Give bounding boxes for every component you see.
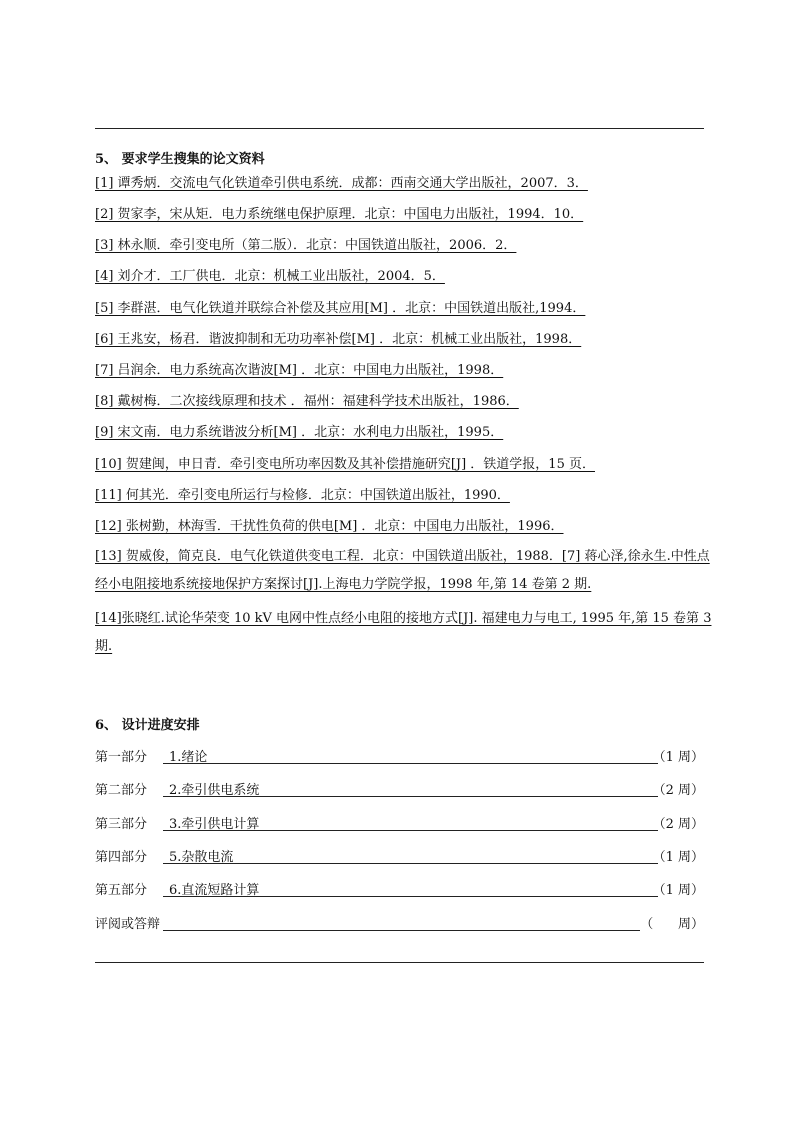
review-row — [95, 913, 704, 935]
schedule-row — [95, 813, 704, 835]
schedule-row — [95, 746, 704, 768]
schedule-row — [95, 846, 704, 868]
schedule-part-label: 第五部分 — [95, 883, 148, 898]
reference-item: [8] 戴树梅．二次接线原理和技术 ．福州：福建科学技术出版社，1986． — [95, 394, 519, 409]
review-weeks: （ 周） — [640, 917, 704, 932]
bottom-rule — [95, 962, 704, 963]
schedule-part-label: 第二部分 — [95, 783, 148, 798]
schedule-weeks: （1 周） — [652, 850, 704, 865]
schedule-weeks: （2 周） — [652, 817, 704, 832]
schedule-part-label: 第三部分 — [95, 817, 148, 832]
reference-item: [1] 谭秀炳．交流电气化铁道牵引供电系统．成都：西南交通大学出版社，2007．3． — [95, 176, 588, 191]
section-5-heading: 5、 要求学生搜集的论文资料 — [95, 152, 265, 167]
schedule-task: 5.杂散电流 — [163, 846, 658, 864]
schedule-part-label: 第一部分 — [95, 750, 148, 765]
reference-item: [14]张晓红.试论华荣变 10 kV 电网中性点经小电阻的接地方式[J]. 福建电力与电工, 1995 年,第 15 卷第 3 期. — [95, 611, 712, 654]
reference-item: [3] 林永顺．牵引变电所（第二版）．北京：中国铁道出版社，2006．2． — [95, 238, 517, 253]
reference-item: [7] 吕润余．电力系统高次谐波[M] ．北京：中国电力出版社，1998． — [95, 363, 504, 378]
section-6-heading: 6、 设计进度安排 — [95, 718, 200, 733]
schedule-weeks: （2 周） — [652, 783, 704, 798]
reference-item: [12] 张树勤，林海雪．干扰性负荷的供电[M] ．北京：中国电力出版社，1996． — [95, 519, 564, 534]
schedule-task: 1.绪论 — [163, 746, 658, 764]
schedule-part-label: 第四部分 — [95, 850, 148, 865]
schedule-task: 6.直流短路计算 — [163, 879, 658, 897]
reference-item: [6] 王兆安，杨君．谐波抑制和无功功率补偿[M] ．北京：机械工业出版社，1998． — [95, 332, 582, 347]
schedule-weeks: （1 周） — [652, 750, 704, 765]
reference-item: [13] 贺威俊，简克良．电气化铁道供变电工程．北京：中国铁道出版社，1988．[7] 蒋心泽,徐永生.中性点经小电阻接地系统接地保护方案探讨[J].上海电力学院学报，1998 年,第 14 卷第 2 期. — [95, 549, 710, 592]
reference-item: [9] 宋文南．电力系统谐波分析[M] ．北京：水利电力出版社，1995． — [95, 425, 504, 440]
schedule-task: 3.牵引供电计算 — [163, 813, 658, 831]
schedule-row — [95, 779, 704, 801]
schedule-weeks: （1 周） — [652, 883, 704, 898]
reference-item: [11] 何其光．牵引变电所运行与检修．北京：中国铁道出版社，1990． — [95, 488, 510, 503]
reference-item: [5] 李群湛．电气化铁道并联综合补偿及其应用[M] ．北京：中国铁道出版社,1994． — [95, 301, 586, 316]
reference-item: [2] 贺家李，宋从矩．电力系统继电保护原理．北京：中国电力出版社，1994．10． — [95, 207, 584, 222]
review-label: 评阅或答辩 — [95, 917, 161, 932]
schedule-row — [95, 879, 704, 901]
reference-item: [4] 刘介才．工厂供电．北京：机械工业出版社，2004．5． — [95, 269, 445, 284]
schedule-task: 2.牵引供电系统 — [163, 779, 658, 797]
reference-item: [10] 贺建闽，申日青．牵引变电所功率因数及其补偿措施研究[J] ．铁道学报，15 页． — [95, 457, 595, 472]
top-rule — [95, 128, 704, 129]
review-blank-line — [163, 913, 640, 931]
